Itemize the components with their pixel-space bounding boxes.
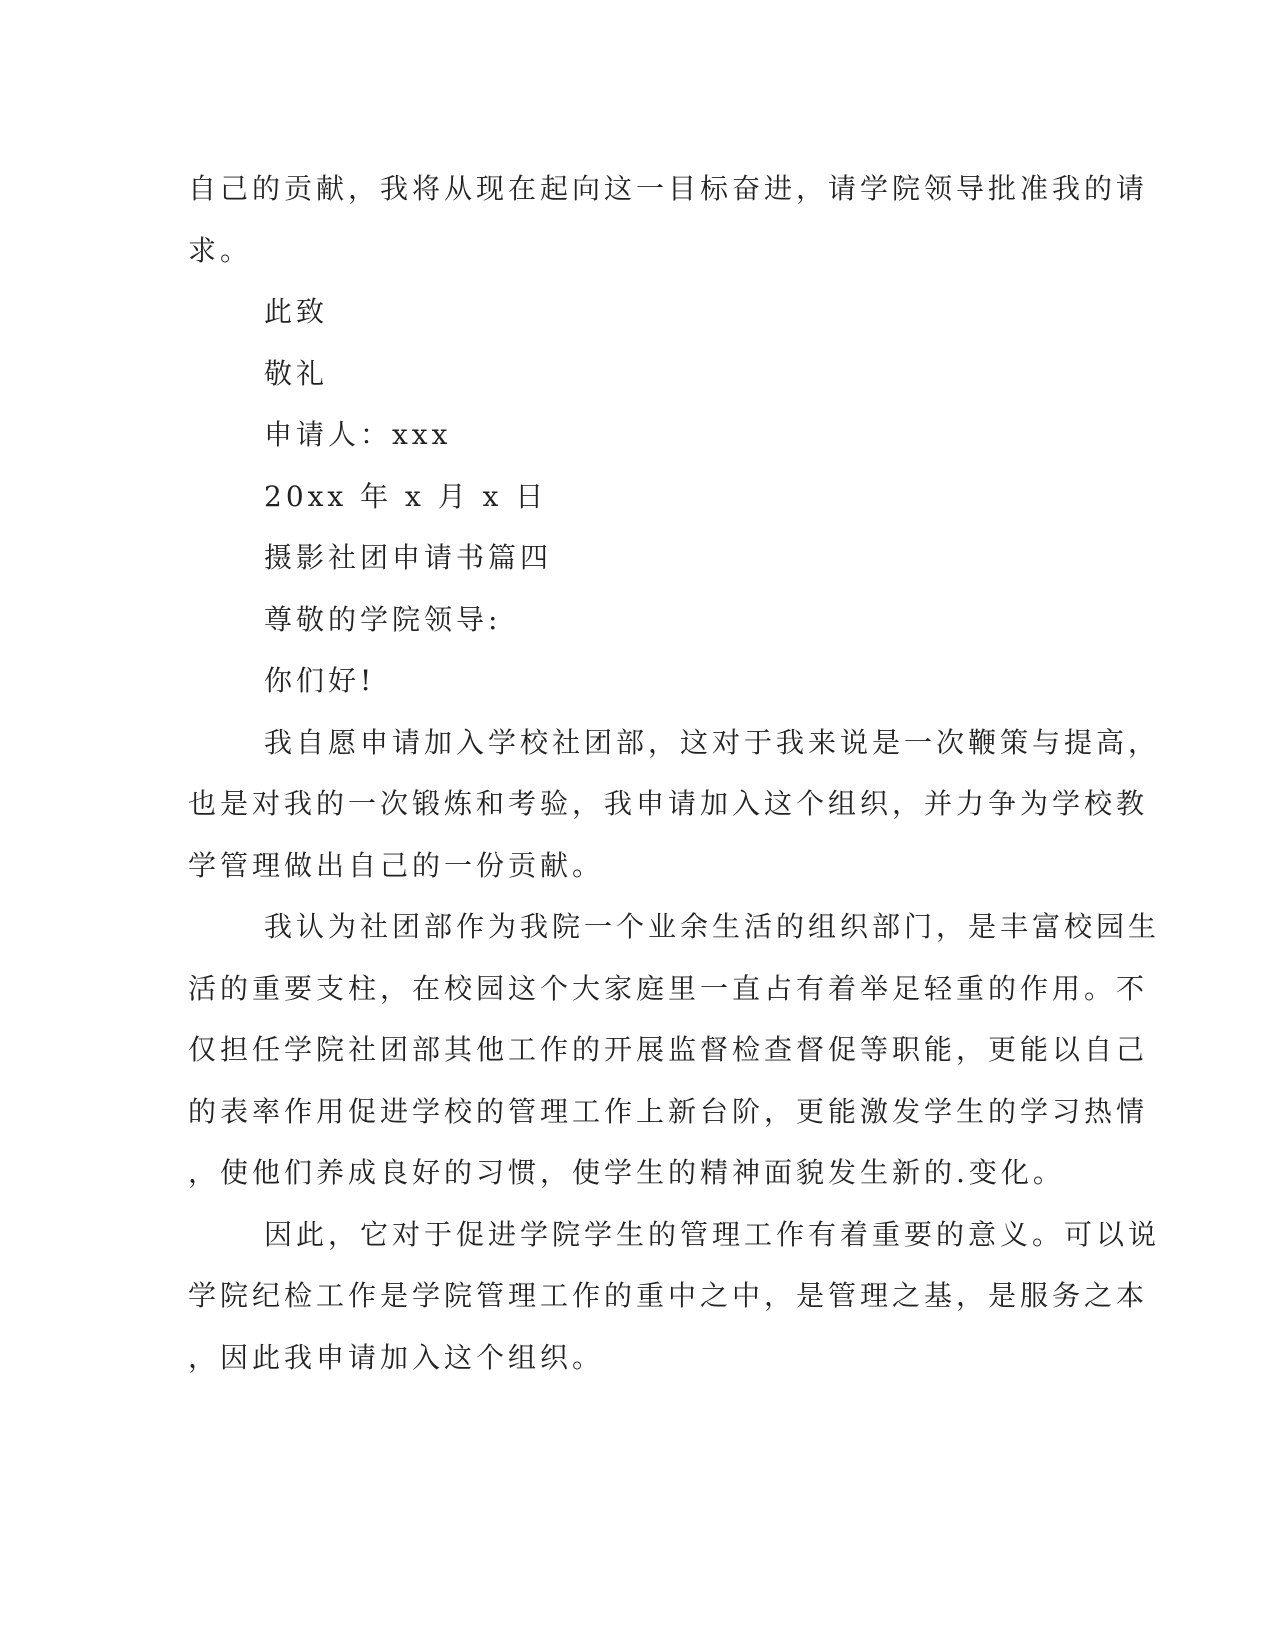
section-title: 摄影社团申请书篇四 — [264, 541, 553, 574]
hello-line: 你们好! — [264, 664, 376, 697]
salutation-jingli: 敬礼 — [264, 356, 329, 390]
document-body — [188, 158, 1161, 1388]
paragraph-1 — [188, 712, 1161, 897]
paragraph-line: 仅担任学院社团部其他工作的开展监督检查督促等职能，更能以自己 — [188, 1033, 1149, 1066]
paragraph-line: 我认为社团部作为我院一个业余生活的组织部门，是丰富校园生 — [264, 910, 1161, 943]
closing-line-1: 自己的贡献，我将从现在起向这一目标奋进，请学院领导批准我的请 — [188, 172, 1149, 205]
paragraph-line: 学院纪检工作是学院管理工作的重中之中，是管理之基，是服务之本 — [188, 1279, 1149, 1312]
signer-line: 申请人：xxx — [264, 418, 452, 451]
greeting-line: 尊敬的学院领导: — [264, 602, 502, 636]
paragraph-line: 也是对我的一次锻炼和考验，我申请加入这个组织，并力争为学校教 — [188, 787, 1149, 820]
paragraph-line: ，使他们养成良好的习惯，使学生的精神面貌发生新的.变化。 — [188, 1156, 1065, 1189]
paragraph-line: 的表率作用促进学校的管理工作上新台阶，更能激发学生的学习热情 — [188, 1094, 1149, 1128]
paragraph-line: 因此，它对于促进学院学生的管理工作有着重要的意义。可以说 — [264, 1217, 1161, 1251]
paragraph-2 — [188, 896, 1161, 1204]
paragraph-3 — [188, 1204, 1161, 1389]
date-line: 20xx 年 x 月 x 日 — [264, 479, 548, 513]
closing-line-2: 求。 — [188, 233, 253, 267]
paragraph-line: 学管理做出自己的一份贡献。 — [188, 848, 605, 882]
paragraph-line: 我自愿申请加入学校社团部，这对于我来说是一次鞭策与提高， — [264, 725, 1161, 759]
salutation-cizhi: 此致 — [264, 295, 329, 328]
paragraph-line: ，因此我申请加入这个组织。 — [188, 1340, 605, 1374]
paragraph-line: 活的重要支柱，在校园这个大家庭里一直占有着举足轻重的作用。不 — [188, 971, 1149, 1005]
